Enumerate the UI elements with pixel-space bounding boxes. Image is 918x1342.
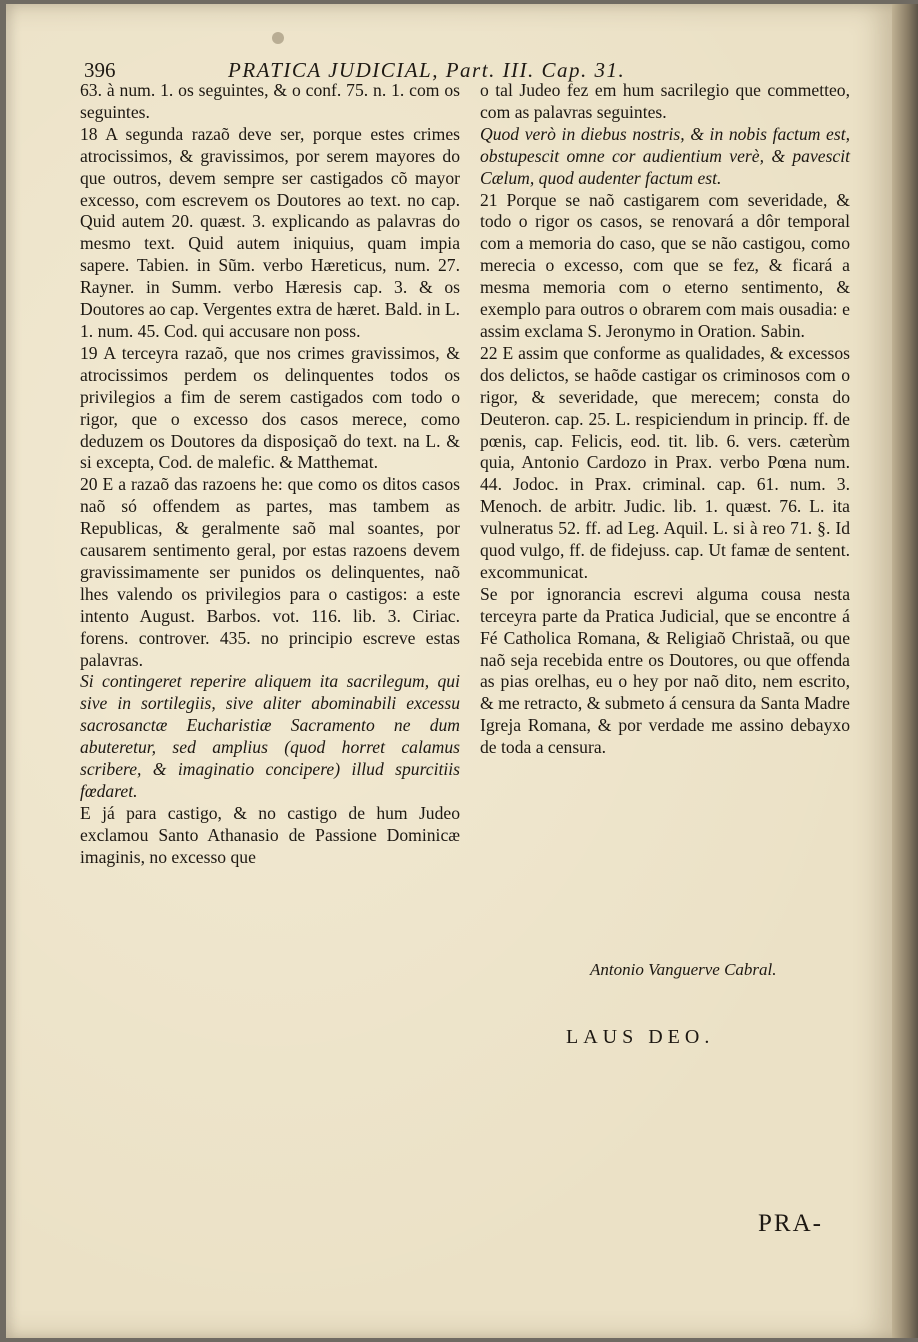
running-title: PRATICA JUDICIAL, Part. III. Cap. 31. <box>228 58 626 82</box>
right-column <box>480 80 850 759</box>
left-column <box>80 80 460 869</box>
left-paragraph: 63. à num. 1. os seguintes, & o conf. 75. n. 1. com os seguintes. <box>80 80 460 122</box>
right-paragraph: 22 E assim que conforme as qualidades, & excessos dos delictos, se haõde castigar os criminosos com o rigor, & severidade, que merecem; consta do Deuteron. cap. 25. L. respiciendum in princip. ff. de pœnis, cap. Felicis, eod. tit. lib. 6. vers. cæterùm quia, Antonio Cardozo in Prax. verbo Pœna num. 44. Jodoc. in Prax. criminal. cap. 61. num. 3. Menoch. de arbitr. Judic. lib. 1. quæst. 76. L. ita vulneratus 52. ff. ad Leg. Aquil. L. si à reo 71. §. Id quod vulgo, ff. de fidejuss. cap. Ut famæ de sentent. excommunicat. <box>480 342 850 582</box>
latin-quotation: Si contingeret reperire aliquem ita sacrilegum, qui sive in sortilegiis, sive aliter abominabili excessu sacrosanctæ Eucharistiæ Sacramento ne dum abuteretur, sed amplius (quod horret calamus scribere, & imaginatio concipere) illud spurcitiis fœdaret. <box>80 671 460 801</box>
ink-blot-mark <box>258 18 298 58</box>
catchword: PRA- <box>758 1210 823 1237</box>
page-number: 396 <box>84 58 116 82</box>
laus-deo: LAUS DEO. <box>566 1026 715 1048</box>
latin-quotation: Quod verò in diebus nostris, & in nobis factum est, obstupescit omne cor audientium verè, & pavescit Cælum, quod audenter factum est. <box>480 123 850 188</box>
retraction-paragraph: Se por ignorancia escrevi alguma cousa nesta terceyra parte da Pratica Judicial, que se encontre á Fé Catholica Romana, & Religiaõ Christaã, ou que naõ seja recebida entre os Doutores, ou que offenda as pias orelhas, eu o hey por naõ dito, nem escrito, & me retracto, & submeto á censura da Santa Madre Igreja Romana, & por verdade me assino debayxo de toda a censura. <box>480 583 850 758</box>
left-paragraph: E já para castigo, & no castigo de hum Judeo exclamou Santo Athanasio de Passione Dominicæ imaginis, no excesso que <box>80 802 460 867</box>
left-paragraph: 19 A terceyra razaõ, que nos crimes gravissimos, & atrocissimos perdem os delinquentes todos os privilegios a fim de serem castigados com todo o rigor, que o excesso dos casos merece, como deduzem os Doutores da disposiçaõ do text. na L. & si excepta, Cod. de malefic. & Matthemat. <box>80 342 460 473</box>
right-paragraph: o tal Judeo fez em hum sacrilegio que commetteo, com as palavras seguintes. <box>480 80 850 122</box>
author-signature: Antonio Vanguerve Cabral. <box>590 960 777 979</box>
right-paragraph: 21 Porque se naõ castigarem com severidade, & todo o rigor os casos, se renovará a dôr temporal com a memoria do caso, que se não castigou, como merecia o excesso, com que se fez, & ficará a mesma memoria com o eterno sentimento, & exemplo para outros o obrarem com mais ousadia: e assim exclama S. Jeronymo in Oration. Sabin. <box>480 189 850 341</box>
left-paragraph: 20 E a razaõ das razoens he: que como os ditos casos naõ só offendem as partes, mas tambem as Republicas, & geralmente saõ mal soantes, por causarem sentimento geral, por estas razoens devem gravissimamente ser punidos os delinquentes, naõ lhes valendo os privilegios para o castigos: a este intento August. Barbos. vot. 116. lib. 3. Ciriac. forens. controver. 435. no principio escreve estas palavras. <box>80 474 460 670</box>
book-spine <box>892 4 918 1338</box>
left-paragraph: 18 A segunda razaõ deve ser, porque estes crimes atrocissimos, & gravissimos, por serem mayores do que outros, devem sempre ser castigados cõ mayor excesso, com escrevem os Doutores ao text. no cap. Quid autem 20. quæst. 3. explicando as palavras do mesmo text. Quid autem iniquius, quam impia sapere. Tabien. in Sũm. verbo Hæreticus, num. 27. Rayner. in Summ. verbo Hæresis cap. 3. & os Doutores ao cap. Vergentes extra de hæret. Bald. in L. 1. num. 45. Cod. qui accusare non poss. <box>80 123 460 341</box>
